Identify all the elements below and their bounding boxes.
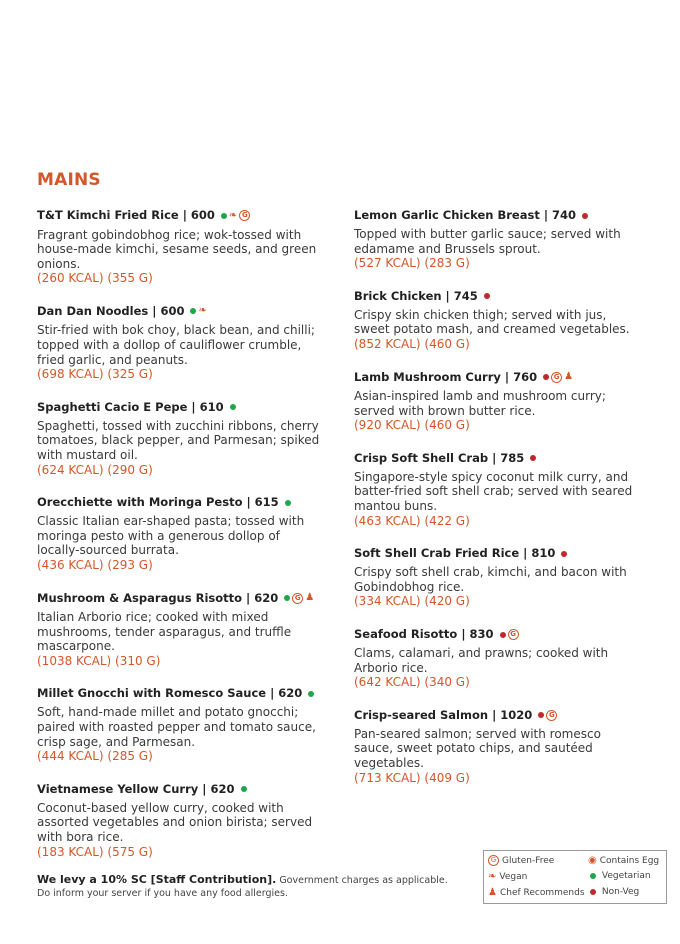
item-nutrition: (713 KCAL) (409 G)	[354, 770, 470, 785]
right-column	[354, 207, 654, 802]
item-title	[37, 781, 337, 797]
menu-item	[354, 450, 654, 528]
item-description: Clams, calamari, and prawns; cooked with Arborio rice.	[354, 646, 609, 675]
chef-hat-icon: ♟	[305, 592, 315, 603]
vegetarian-dot-icon	[284, 595, 290, 601]
item-title	[354, 369, 654, 386]
item-title	[354, 626, 654, 642]
legend-chef-recommends: Chef Recommends	[499, 888, 585, 898]
egg-icon: ◉	[588, 855, 597, 866]
menu-item	[37, 590, 337, 669]
allergy-note: Do inform your server if you have any food allergies.	[37, 888, 288, 899]
item-nutrition: (183 KCAL) (575 G)	[37, 844, 153, 859]
item-name-price: Vietnamese Yellow Curry | 620	[37, 781, 235, 796]
chef-hat-icon: ♟	[564, 371, 574, 383]
menu-item	[354, 707, 654, 785]
item-description: Coconut-based yellow curry, cooked with assorted vegetables and onion birista; served with bora rice.	[37, 800, 313, 844]
menu-item	[354, 288, 654, 352]
non-veg-dot-icon	[484, 293, 490, 299]
item-description: Asian-inspired lamb and mushroom curry; served with brown butter rice.	[354, 389, 606, 418]
gluten-free-icon: G	[508, 629, 519, 640]
item-nutrition: (444 KCAL) (285 G)	[37, 749, 153, 764]
item-name-price: Lamb Mushroom Curry | 760	[354, 369, 538, 384]
item-nutrition: (334 KCAL) (420 G)	[354, 594, 470, 609]
item-name-price: Seafood Risotto | 830	[354, 627, 494, 641]
item-description: Soft, hand-made millet and potato gnocchi; paired with roasted pepper and tomato sauce, crisp sage, and Parmesan.	[37, 705, 316, 749]
dietary-legend	[483, 850, 667, 904]
non-veg-dot-icon	[543, 374, 549, 380]
item-description: Spaghetti, tossed with zucchini ribbons, cherry tomatoes, black pepper, and Parmesan; spiked with mustard oil.	[37, 418, 320, 462]
menu-item	[37, 399, 337, 477]
vegetarian-dot-icon	[190, 308, 196, 314]
item-nutrition: (624 KCAL) (290 G)	[37, 462, 153, 477]
item-name-price: Millet Gnocchi with Romesco Sauce | 620	[37, 686, 303, 701]
menu-item	[354, 545, 654, 609]
vegetarian-dot-icon	[230, 404, 236, 410]
footer-note	[37, 873, 448, 900]
gluten-free-icon: G	[551, 372, 562, 383]
menu-item	[37, 303, 337, 382]
item-description: Italian Arborio rice; cooked with mixed mushrooms, tender asparagus, and truffle mascarpone.	[37, 610, 292, 654]
menu-item	[37, 494, 337, 572]
item-title	[37, 494, 337, 510]
item-nutrition: (698 KCAL) (325 G)	[37, 367, 153, 382]
item-title	[354, 450, 654, 466]
non-veg-dot-icon	[590, 889, 596, 895]
item-name-price: Crisp Soft Shell Crab | 785	[354, 450, 525, 465]
menu-item	[354, 207, 654, 271]
item-name-price: Crisp-seared Salmon | 1020	[354, 707, 533, 722]
item-name-price: Mushroom & Asparagus Risotto | 620	[37, 590, 279, 605]
non-veg-dot-icon	[582, 213, 588, 219]
item-title	[354, 207, 654, 223]
menu-item	[37, 781, 337, 859]
item-title	[354, 707, 654, 723]
non-veg-dot-icon	[500, 632, 506, 638]
gluten-free-icon: G	[546, 710, 557, 721]
non-veg-dot-icon	[538, 712, 544, 718]
item-description: Stir-fried with bok choy, black bean, and chilli; topped with a dollop of cauliflower crumble, fried garlic, and peanuts.	[37, 323, 315, 367]
menu-item	[354, 369, 654, 433]
gluten-free-icon: G	[292, 593, 303, 604]
menu-item	[354, 626, 654, 690]
item-title	[37, 399, 337, 415]
non-veg-dot-icon	[530, 455, 536, 461]
item-name-price: Spaghetti Cacio E Pepe | 610	[37, 399, 224, 414]
vegan-leaf-icon: ❧	[228, 209, 238, 221]
left-column	[37, 207, 337, 876]
item-description: Singapore-style spicy coconut milk curry, and batter-fried soft shell crab; served with seared mantou buns.	[354, 469, 633, 514]
item-nutrition: (527 KCAL) (283 G)	[354, 256, 470, 271]
item-description: Topped with butter garlic sauce; served with edamame and Brussels sprout.	[354, 227, 621, 256]
item-nutrition: (436 KCAL) (293 G)	[37, 557, 153, 572]
item-title	[37, 303, 337, 320]
legend-gluten-free: Gluten-Free	[502, 856, 555, 866]
item-nutrition: (1038 KCAL) (310 G)	[37, 653, 161, 668]
item-nutrition: (260 KCAL) (355 G)	[37, 271, 153, 286]
vegan-leaf-icon: ❧	[198, 305, 207, 317]
gluten-free-icon: G	[488, 855, 499, 866]
menu-item	[37, 207, 337, 286]
item-name-price: Soft Shell Crab Fried Rice | 810	[354, 546, 556, 561]
vegetarian-dot-icon	[241, 786, 247, 792]
item-title	[37, 207, 337, 224]
item-nutrition: (920 KCAL) (460 G)	[354, 418, 470, 433]
item-title	[354, 545, 654, 561]
item-title	[37, 590, 337, 607]
item-nutrition: (463 KCAL) (422 G)	[354, 513, 470, 528]
item-name-price: Lemon Garlic Chicken Breast | 740	[354, 208, 577, 222]
vegetarian-dot-icon	[308, 691, 314, 697]
vegetarian-dot-icon	[221, 213, 227, 219]
item-title	[37, 685, 337, 701]
gluten-free-icon: G	[239, 210, 250, 221]
item-title	[354, 288, 654, 304]
item-name-price: Dan Dan Noodles | 600	[37, 303, 185, 318]
item-description: Crispy soft shell crab, kimchi, and bacon with Gobindobhog rice.	[354, 565, 627, 594]
item-name-price: T&T Kimchi Fried Rice | 600	[37, 208, 215, 222]
section-title: MAINS	[37, 170, 101, 190]
vegetarian-dot-icon	[285, 500, 291, 506]
item-nutrition: (642 KCAL) (340 G)	[354, 675, 470, 690]
item-nutrition: (852 KCAL) (460 G)	[354, 336, 470, 351]
item-name-price: Brick Chicken | 745	[354, 288, 478, 303]
menu-item	[37, 685, 337, 763]
legend-non-veg: Non-Veg	[601, 887, 640, 897]
vegetarian-dot-icon	[590, 873, 596, 879]
legend-contains-egg: Contains Egg	[599, 856, 660, 866]
non-veg-dot-icon	[561, 551, 567, 557]
legend-vegan: Vegan	[499, 872, 528, 882]
item-description: Fragrant gobindobhog rice; wok-tossed with house-made kimchi, sesame seeds, and green onions.	[37, 227, 317, 271]
item-description: Classic Italian ear-shaped pasta; tossed with moringa pesto with a generous dollop of locally-sourced burrata.	[37, 514, 305, 558]
chef-hat-icon: ♟	[488, 887, 497, 898]
legend-vegetarian: Vegetarian	[601, 871, 651, 881]
government-charges-note: Government charges as applicable.	[276, 875, 448, 886]
item-description: Pan-seared salmon; served with romesco sauce, sweet potato chips, and sautéed vegetables.	[354, 726, 601, 770]
vegan-leaf-icon: ❧	[488, 871, 497, 882]
service-charge-note: We levy a 10% SC [Staff Contribution].	[37, 873, 277, 886]
item-description: Crispy skin chicken thigh; served with jus, sweet potato mash, and creamed vegetables.	[354, 307, 630, 337]
item-name-price: Orecchiette with Moringa Pesto | 615	[37, 495, 279, 510]
